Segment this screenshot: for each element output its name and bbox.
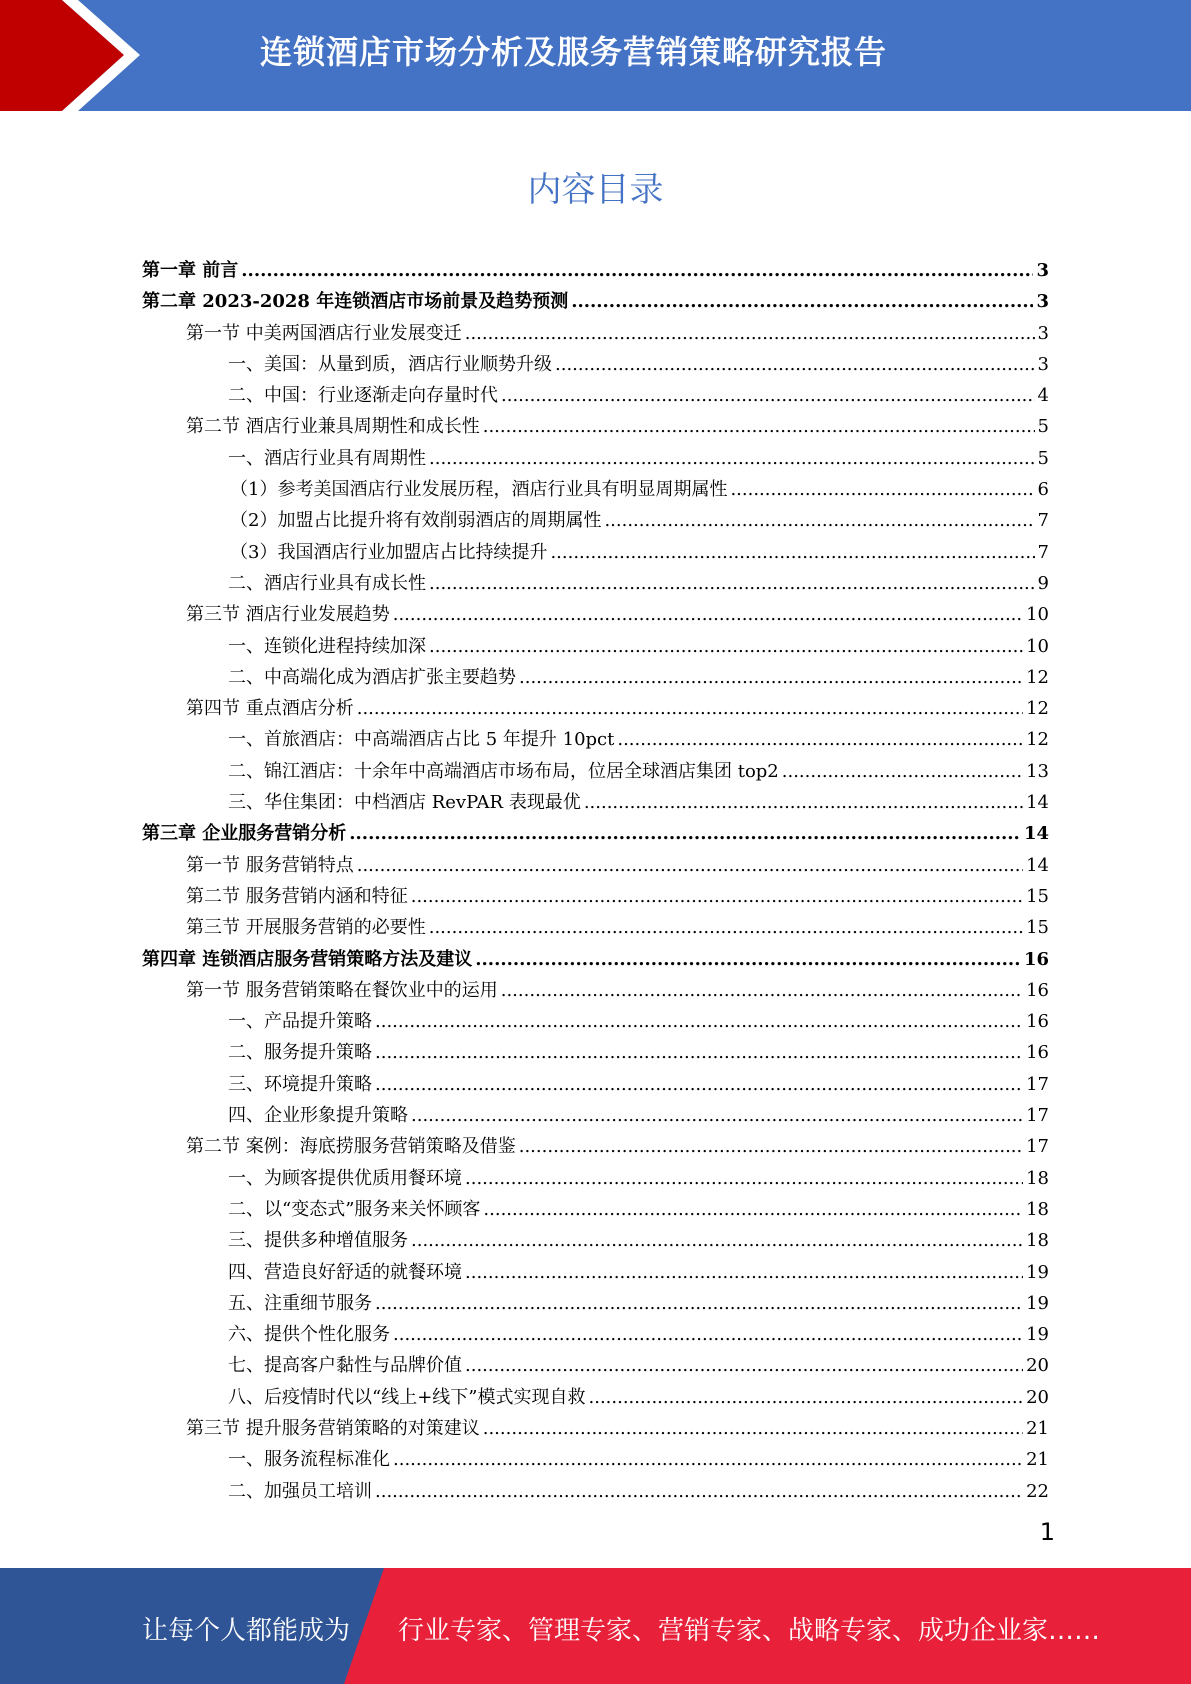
toc-entry[interactable] — [142, 1163, 1049, 1194]
toc-dot-leader — [519, 662, 1023, 693]
toc-entry-title: 八、后疫情时代以“线上+线下”模式实现自救 — [228, 1386, 586, 1408]
toc-entry-page: 3 — [1036, 291, 1049, 313]
toc-entry[interactable] — [142, 1288, 1049, 1319]
toc-entry-page: 16 — [1026, 1042, 1049, 1064]
toc-dot-leader — [465, 1350, 1023, 1381]
footer-slogan-left: 让每个人都能成为 — [142, 1616, 351, 1646]
toc-dot-leader — [357, 693, 1023, 724]
toc-dot-leader — [241, 255, 1033, 286]
toc-entry-page: 18 — [1026, 1167, 1049, 1189]
toc-entry[interactable] — [142, 474, 1049, 505]
toc-entry[interactable] — [142, 1225, 1049, 1256]
toc-entry-title: 六、提供个性化服务 — [228, 1324, 390, 1346]
toc-entry[interactable] — [142, 1006, 1049, 1037]
toc-entry[interactable] — [142, 1100, 1049, 1131]
toc-entry-title: 二、服务提升策略 — [228, 1042, 372, 1064]
toc-dot-leader — [550, 537, 1034, 568]
toc-dot-leader — [375, 1288, 1023, 1319]
toc-entry[interactable] — [142, 255, 1049, 286]
toc-dot-leader — [411, 1100, 1023, 1131]
toc-dot-leader — [411, 881, 1023, 912]
toc-entry[interactable] — [142, 1382, 1049, 1413]
toc-dot-leader — [393, 1444, 1023, 1475]
toc-entry-page: 16 — [1026, 1011, 1049, 1033]
toc-dot-leader — [349, 818, 1021, 849]
toc-entry-page: 9 — [1037, 572, 1049, 594]
toc-dot-leader — [393, 1319, 1023, 1350]
toc-entry-page: 20 — [1026, 1386, 1049, 1408]
report-title: 连锁酒店市场分析及服务营销策略研究报告 — [260, 33, 888, 71]
toc-entry-page: 20 — [1026, 1355, 1049, 1377]
toc-entry-title: 二、锦江酒店：十余年中高端酒店市场布局，位居全球酒店集团 top2 — [228, 760, 779, 782]
toc-entry[interactable] — [142, 1257, 1049, 1288]
toc-entry-title: 一、服务流程标准化 — [228, 1449, 390, 1471]
toc-entry-page: 17 — [1026, 1105, 1049, 1127]
toc-entry-title: 第二章 2023-2028 年连锁酒店市场前景及趋势预测 — [142, 291, 569, 313]
toc-dot-leader — [584, 787, 1023, 818]
table-of-contents — [142, 255, 1049, 1507]
toc-heading: 内容目录 — [527, 170, 664, 210]
toc-entry-title: （3）我国酒店行业加盟店占比持续提升 — [230, 541, 548, 563]
toc-dot-leader — [375, 1069, 1023, 1100]
toc-entry-page: 21 — [1026, 1417, 1049, 1439]
toc-dot-leader — [483, 1194, 1023, 1225]
toc-entry[interactable] — [142, 1444, 1049, 1475]
toc-entry-title: 一、酒店行业具有周期性 — [228, 447, 426, 469]
toc-entry-page: 18 — [1026, 1230, 1049, 1252]
toc-dot-leader — [475, 944, 1021, 975]
toc-dot-leader — [429, 568, 1035, 599]
toc-dot-leader — [411, 1225, 1023, 1256]
toc-entry-title: 五、注重细节服务 — [228, 1292, 372, 1314]
toc-entry[interactable] — [142, 1319, 1049, 1350]
toc-entry-page: 12 — [1026, 698, 1049, 720]
toc-entry-title: 二、酒店行业具有成长性 — [228, 572, 426, 594]
toc-entry-page: 5 — [1037, 447, 1049, 469]
toc-entry[interactable] — [142, 662, 1049, 693]
toc-entry-title: 二、中国：行业逐渐走向存量时代 — [228, 385, 498, 407]
footer-banner — [0, 1568, 1191, 1684]
toc-entry-title: 第三节 提升服务营销策略的对策建议 — [186, 1417, 480, 1439]
toc-dot-leader — [617, 724, 1023, 755]
toc-entry-page: 22 — [1026, 1480, 1049, 1502]
toc-dot-leader — [501, 975, 1023, 1006]
toc-entry[interactable] — [142, 349, 1049, 380]
toc-entry-title: 第一节 中美两国酒店行业发展变迁 — [186, 322, 462, 344]
toc-dot-leader — [465, 318, 1035, 349]
toc-entry-page: 21 — [1026, 1449, 1049, 1471]
toc-entry[interactable] — [142, 568, 1049, 599]
toc-entry-page: 16 — [1023, 948, 1049, 970]
toc-dot-leader — [357, 850, 1023, 881]
toc-entry[interactable] — [142, 975, 1049, 1006]
toc-entry-title: 第二节 案例：海底捞服务营销策略及借鉴 — [186, 1136, 516, 1158]
toc-entry[interactable] — [142, 881, 1049, 912]
toc-entry-page: 13 — [1026, 760, 1049, 782]
toc-entry[interactable] — [142, 537, 1049, 568]
toc-entry-title: 第二节 服务营销内涵和特征 — [186, 885, 408, 907]
toc-dot-leader — [429, 443, 1035, 474]
toc-dot-leader — [429, 912, 1023, 943]
toc-entry[interactable] — [142, 1131, 1049, 1162]
toc-entry-page: 16 — [1026, 979, 1049, 1001]
toc-entry-page: 5 — [1037, 416, 1049, 438]
toc-entry[interactable] — [142, 756, 1049, 787]
toc-dot-leader — [589, 1382, 1024, 1413]
toc-dot-leader — [782, 756, 1023, 787]
chevron-arrow-icon — [0, 0, 160, 111]
toc-entry-title: 七、提高客户黏性与品牌价值 — [228, 1355, 462, 1377]
toc-entry-page: 7 — [1037, 510, 1049, 532]
toc-entry-title: 一、美国：从量到质，酒店行业顺势升级 — [228, 353, 552, 375]
toc-dot-leader — [555, 349, 1035, 380]
toc-dot-leader — [465, 1163, 1023, 1194]
toc-dot-leader — [393, 599, 1023, 630]
toc-entry-title: 二、以“变态式”服务来关怀顾客 — [228, 1198, 481, 1220]
toc-entry[interactable] — [142, 1194, 1049, 1225]
toc-entry[interactable] — [142, 318, 1049, 349]
toc-entry[interactable] — [142, 693, 1049, 724]
toc-dot-leader — [483, 411, 1035, 442]
toc-entry-title: 二、中高端化成为酒店扩张主要趋势 — [228, 666, 516, 688]
toc-entry[interactable] — [142, 818, 1049, 849]
toc-entry-title: 第三章 企业服务营销分析 — [142, 823, 347, 845]
toc-entry-page: 6 — [1037, 479, 1049, 501]
toc-entry-title: （2）加盟占比提升将有效削弱酒店的周期属性 — [230, 510, 602, 532]
toc-dot-leader — [519, 1131, 1023, 1162]
toc-entry-page: 12 — [1026, 729, 1049, 751]
toc-entry[interactable] — [142, 1350, 1049, 1381]
toc-dot-leader — [429, 631, 1023, 662]
toc-dot-leader — [501, 380, 1035, 411]
toc-entry-title: 第三节 开展服务营销的必要性 — [186, 917, 426, 939]
toc-dot-leader — [375, 1037, 1023, 1068]
toc-entry[interactable] — [142, 724, 1049, 755]
toc-entry-title: 三、华住集团：中档酒店 RevPAR 表现最优 — [228, 792, 581, 814]
toc-dot-leader — [483, 1413, 1023, 1444]
toc-entry-page: 15 — [1026, 885, 1049, 907]
toc-entry[interactable] — [142, 944, 1049, 975]
toc-dot-leader — [375, 1006, 1023, 1037]
toc-entry-title: 第三节 酒店行业发展趋势 — [186, 604, 390, 626]
header-banner — [0, 0, 1191, 111]
toc-entry-page: 18 — [1026, 1198, 1049, 1220]
toc-entry[interactable] — [142, 599, 1049, 630]
toc-entry[interactable] — [142, 1413, 1049, 1444]
toc-dot-leader — [375, 1476, 1023, 1507]
toc-entry-title: 一、连锁化进程持续加深 — [228, 635, 426, 657]
toc-entry[interactable] — [142, 787, 1049, 818]
toc-entry-title: 第一章 前言 — [142, 260, 239, 281]
toc-entry-title: 三、提供多种增值服务 — [228, 1230, 408, 1252]
toc-entry-page: 19 — [1026, 1324, 1049, 1346]
toc-entry[interactable] — [142, 505, 1049, 536]
toc-entry-page: 15 — [1026, 917, 1049, 939]
toc-entry-title: 第一节 服务营销特点 — [186, 854, 354, 876]
toc-dot-leader — [730, 474, 1034, 505]
toc-entry-title: 第一节 服务营销策略在餐饮业中的运用 — [186, 979, 498, 1001]
toc-entry[interactable] — [142, 912, 1049, 943]
toc-entry[interactable] — [142, 286, 1049, 317]
toc-entry-page: 19 — [1026, 1292, 1049, 1314]
toc-dot-leader — [604, 505, 1034, 536]
toc-dot-leader — [571, 286, 1033, 317]
toc-entry-page: 10 — [1026, 604, 1049, 626]
footer-slogan-right: 行业专家、管理专家、营销专家、战略专家、成功企业家…… — [398, 1616, 1101, 1646]
toc-entry-page: 14 — [1023, 823, 1049, 845]
toc-entry[interactable] — [142, 411, 1049, 442]
toc-entry-title: 第四章 连锁酒店服务营销策略方法及建议 — [142, 948, 473, 970]
toc-entry[interactable] — [142, 380, 1049, 411]
toc-entry-page: 3 — [1037, 353, 1049, 375]
toc-entry-title: （1）参考美国酒店行业发展历程，酒店行业具有明显周期属性 — [230, 479, 728, 501]
toc-entry[interactable] — [142, 1069, 1049, 1100]
toc-entry-title: 一、首旅酒店：中高端酒店占比 5 年提升 10pct — [228, 729, 615, 751]
toc-entry-page: 4 — [1037, 385, 1049, 407]
toc-entry-title: 一、产品提升策略 — [228, 1011, 372, 1033]
toc-entry-title: 三、环境提升策略 — [228, 1073, 372, 1095]
toc-entry-page: 3 — [1036, 260, 1049, 281]
toc-entry-title: 第二节 酒店行业兼具周期性和成长性 — [186, 416, 480, 438]
toc-entry-page: 3 — [1037, 322, 1049, 344]
toc-entry-page: 14 — [1026, 854, 1049, 876]
toc-entry-page: 17 — [1026, 1073, 1049, 1095]
toc-entry[interactable] — [142, 1476, 1049, 1507]
toc-entry-title: 四、企业形象提升策略 — [228, 1105, 408, 1127]
toc-entry[interactable] — [142, 850, 1049, 881]
toc-entry[interactable] — [142, 1037, 1049, 1068]
toc-entry-page: 14 — [1026, 792, 1049, 814]
toc-entry-title: 一、为顾客提供优质用餐环境 — [228, 1167, 462, 1189]
toc-dot-leader — [465, 1257, 1023, 1288]
toc-entry[interactable] — [142, 443, 1049, 474]
toc-entry-page: 19 — [1026, 1261, 1049, 1283]
toc-entry-page: 7 — [1037, 541, 1049, 563]
toc-entry-page: 12 — [1026, 666, 1049, 688]
toc-entry-page: 17 — [1026, 1136, 1049, 1158]
toc-entry-title: 二、加强员工培训 — [228, 1480, 372, 1502]
toc-entry-title: 四、营造良好舒适的就餐环境 — [228, 1261, 462, 1283]
toc-entry[interactable] — [142, 631, 1049, 662]
page-number: 1 — [1039, 1518, 1055, 1546]
toc-entry-page: 10 — [1026, 635, 1049, 657]
toc-entry-title: 第四节 重点酒店分析 — [186, 698, 354, 720]
